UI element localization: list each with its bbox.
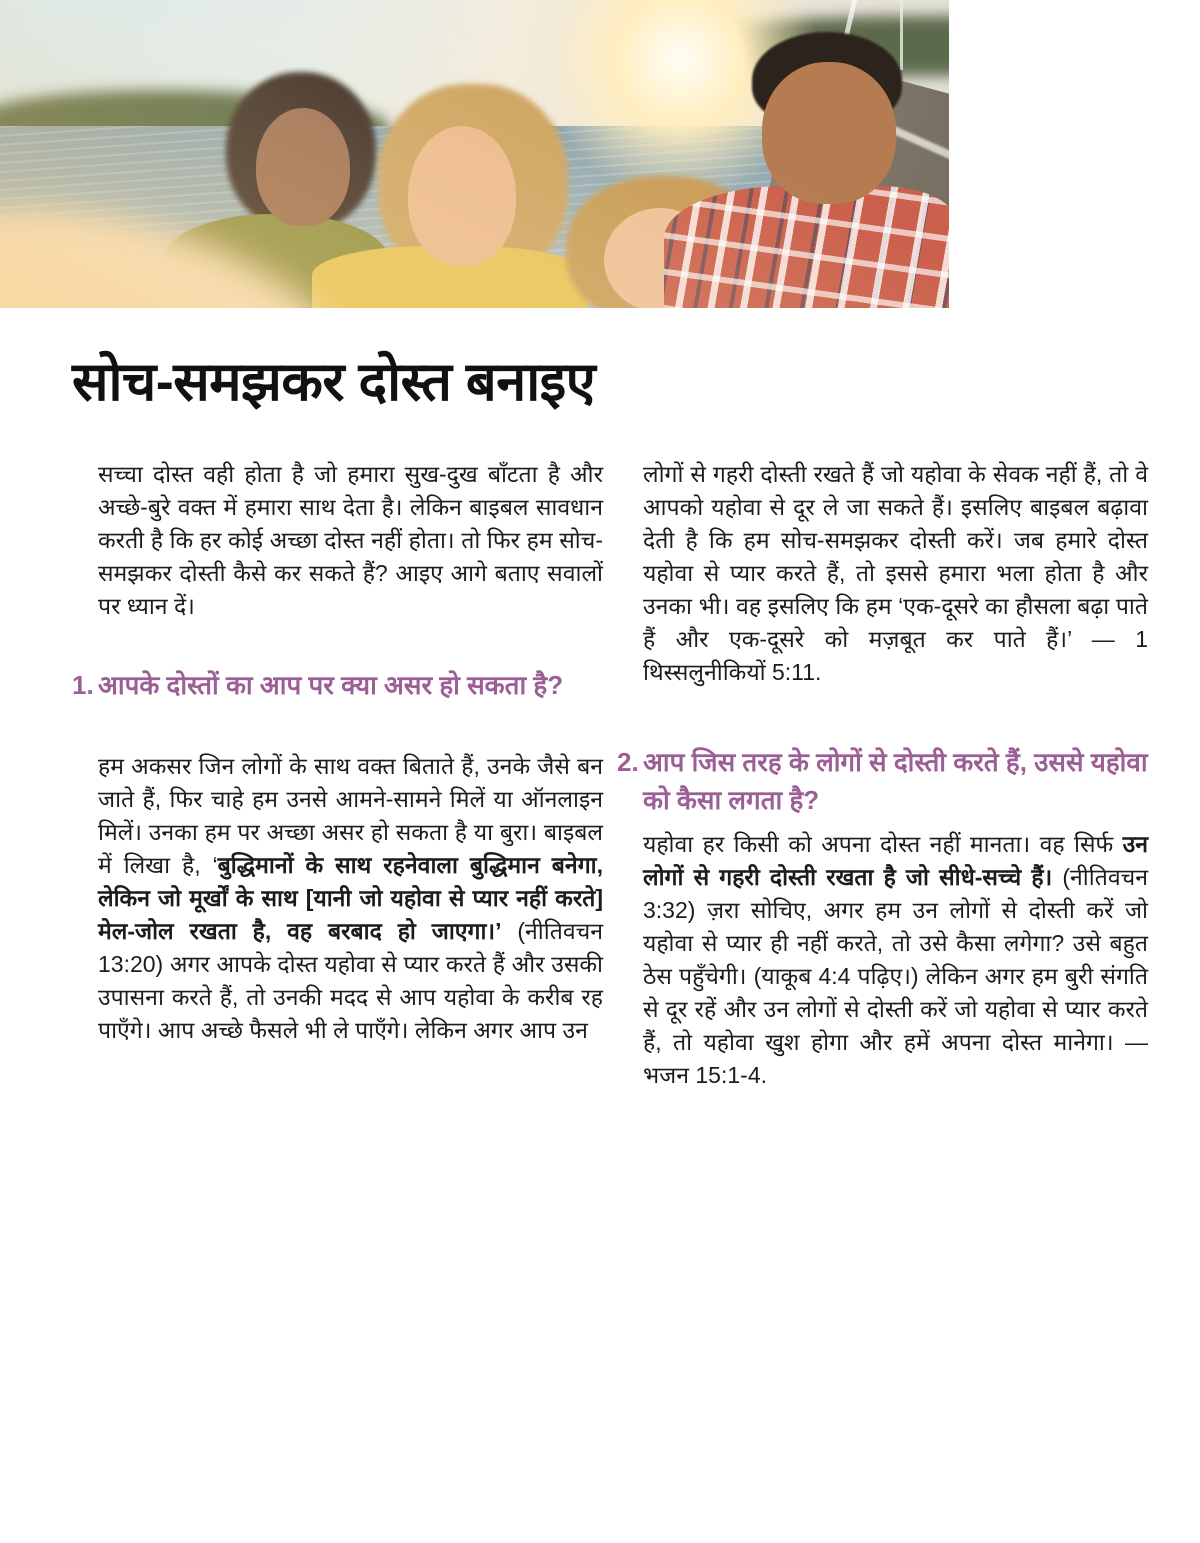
page-title: सोच-समझकर दोस्त बनाइए: [72, 352, 596, 412]
hero-header: [0, 0, 1200, 308]
question-1-heading: [72, 666, 612, 704]
question-1-text: आपके दोस्तों का आप पर क्या असर हो सकता है?: [98, 670, 564, 700]
photo-warm-light-overlay: [0, 0, 949, 308]
intro-paragraph: सच्चा दोस्त वही होता है जो हमारा सुख-दुख बाँटता है और अच्छे-बुरे वक्त में हमारा साथ देता है। लेकिन बाइबल सावधान करती है कि हर कोई अच्छा दोस्त नहीं होता। तो फिर हम सोच-समझकर दोस्ती कैसे कर सकते हैं? आइए आगे बताए सवालों पर ध्यान दें।: [98, 461, 603, 619]
lesson-number-underline: [1025, 191, 1131, 203]
question-2-text: आप जिस तरह के लोगों से दोस्ती करते हैं, उससे यहोवा को कैसा लगता है?: [643, 747, 1148, 815]
question-2-heading: [617, 743, 1173, 819]
section-1-paragraph-continued: लोगों से गहरी दोस्ती रखते हैं जो यहोवा के सेवक नहीं हैं, तो वे आपको यहोवा से दूर ले जा सकते हैं। इसलिए बाइबल बढ़ावा देती है कि हम सोच-समझकर दोस्ती करें। जब हमारे दोस्त यहोवा से प्यार करते हैं, तो इससे हमारा भला होता है और उनका भी। वह इसलिए कि हम ‘एक-दूसरे का हौसला बढ़ा पाते हैं और एक-दूसरे को मज़बूत कर पाते हैं।’ — 1 थिस्सलुनीकियों 5:11.: [643, 461, 1148, 685]
section-1-paragraph: हम अकसर जिन लोगों के साथ वक्त बिताते हैं, उनके जैसे बन जाते हैं, फिर चाहे हम उनसे आमने-सामने मिलें या ऑनलाइन मिलें। उनका हम पर अच्छा असर हो सकता है या बुरा। बाइबल में लिखा है, ‘बुद्धिमानों के साथ रहनेवाला बुद्धिमान बनेगा, लेकिन जो मूर्खों के साथ [यानी जो यहोवा से प्यार नहीं करते] मेल-जोल रखता है, वह बरबाद हो जाएगा।’ (नीतिवचन 13:20) अगर आपके दोस्त यहोवा से प्यार करते हैं और उसकी उपासना करते हैं, तो उनकी मदद से आप यहोवा के करीब रह पाएँगे। आप अच्छे फैसले भी ले पाएँगे। लेकिन अगर आप उन: [98, 753, 603, 1043]
lesson-number: 48: [1022, 69, 1134, 185]
lesson-number-box: [956, 0, 1200, 308]
question-2-number: 2.: [617, 747, 639, 777]
hero-photo: [0, 0, 949, 308]
question-1-number: 1.: [72, 670, 94, 700]
section-2-paragraph: यहोवा हर किसी को अपना दोस्त नहीं मानता। वह सिर्फ उन लोगों से गहरी दोस्ती रखता है जो सीधे-सच्चे हैं। (नीतिवचन 3:32) ज़रा सोचिए, अगर हम उन लोगों से दोस्ती करें जो यहोवा से प्यार ही नहीं करते, तो उसे कैसा लगेगा? उसे बहुत ठेस पहुँचेगी। (याकूब 4:4 पढ़िए।) लेकिन अगर हम बुरी संगति से दूर रहें और उन लोगों से दोस्ती करें जो यहोवा से प्यार करते हैं, तो यहोवा खुश होगा और हमें अपना दोस्त मानेगा। — भजन 15:1-4.: [643, 831, 1148, 1088]
